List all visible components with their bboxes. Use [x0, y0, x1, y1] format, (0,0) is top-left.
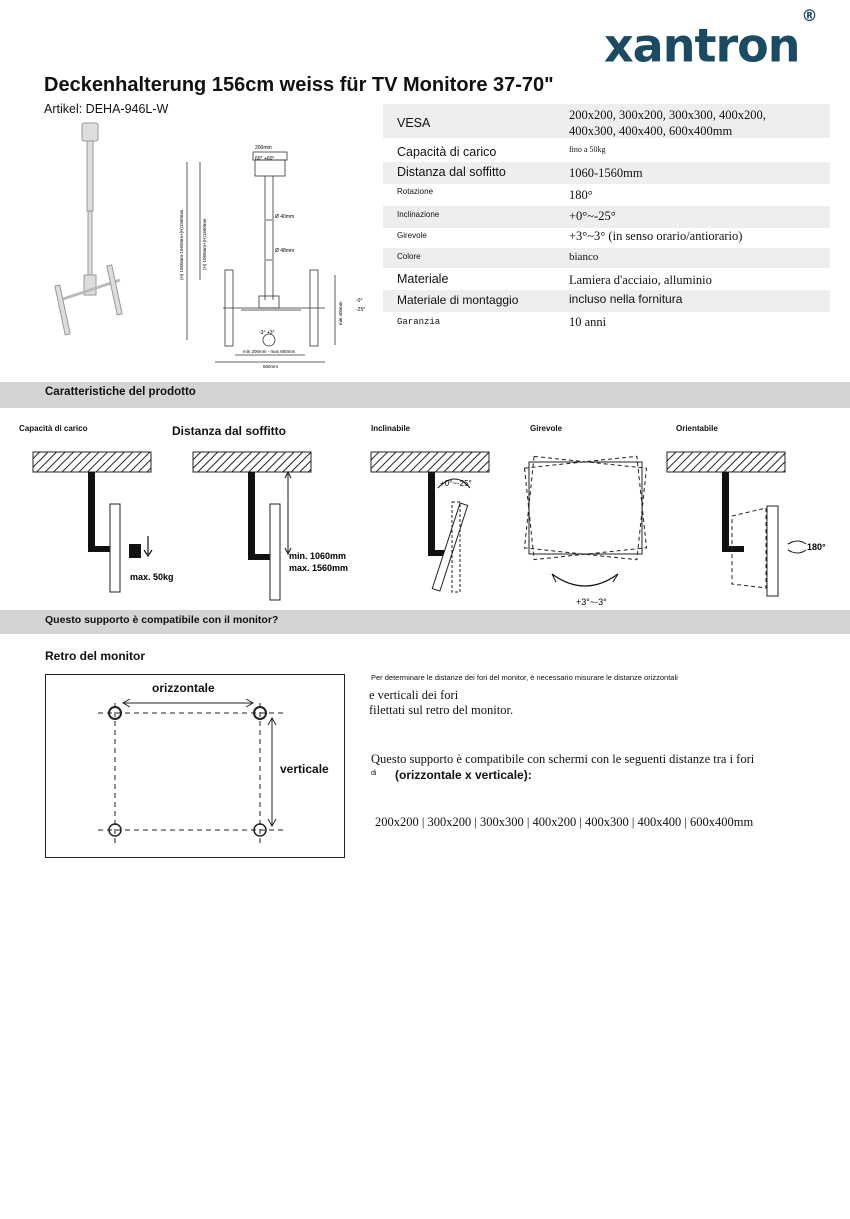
- section-compatible: [0, 610, 850, 634]
- instruction-line-5-prefix: di: [371, 770, 377, 777]
- product-photo: [50, 115, 130, 345]
- capacity-text: max. 50kg: [130, 572, 174, 582]
- spec-row-vesa: [383, 104, 830, 138]
- spec-value-line2: 400x300, 400x400, 600x400mm: [569, 124, 733, 138]
- instruction-line-5: (orizzontale x verticale):: [395, 768, 532, 782]
- dim-right-angle-2: -25°: [356, 307, 366, 313]
- dim-right-height: min 400mm: [338, 301, 343, 325]
- swivel-illustration: [524, 456, 646, 586]
- spec-label: Colore: [397, 252, 421, 261]
- dim-right-angle-1: -0°: [356, 298, 363, 304]
- spec-value: 200x200, 300x200, 300x300, 400x200,: [569, 108, 766, 122]
- spec-label: VESA: [397, 116, 431, 130]
- vertical-label: verticale: [280, 762, 329, 776]
- tilt-illustration: [371, 452, 489, 592]
- feature-title-rotate: Orientabile: [676, 424, 718, 433]
- brand-name: xantron: [604, 18, 800, 73]
- spec-value: bianco: [569, 251, 599, 263]
- instruction-line-3: filettati sul retro del monitor.: [369, 703, 514, 717]
- registered-mark: ®: [801, 6, 817, 25]
- spec-row-distance: [383, 162, 830, 184]
- dimension-drawing: [175, 140, 375, 370]
- spec-value: incluso nella fornitura: [569, 292, 683, 306]
- rotate-range: 180°: [807, 542, 826, 552]
- swivel-range: +3°~-3°: [576, 597, 607, 607]
- instruction-line-4: Questo supporto è compatibile con schermi con le seguenti distanze tra i fori: [371, 752, 755, 766]
- spec-label: Girevole: [397, 231, 427, 240]
- distance-illustration: [193, 452, 311, 600]
- spec-value: +3°~3° (in senso orario/antiorario): [569, 229, 743, 243]
- article-number: Artikel: DEHA-946L-W: [44, 102, 169, 116]
- spec-value: fino a 50kg: [569, 145, 606, 154]
- spec-row-capacity: [383, 140, 830, 162]
- tilt-range: +0°~-25°: [440, 479, 472, 488]
- monitor-back-diagram: [45, 674, 345, 858]
- spec-label: Materiale: [397, 272, 449, 286]
- spec-value: 10 anni: [569, 315, 607, 329]
- capacity-illustration: [33, 452, 152, 592]
- product-title: Deckenhalterung 156cm weiss für TV Monitore 37-70": [44, 74, 554, 96]
- monitor-back-title: Retro del monitor: [45, 649, 146, 663]
- brand-logo: [604, 6, 817, 73]
- horizontal-label: orizzontale: [152, 681, 215, 695]
- feature-illustrations: [0, 440, 850, 610]
- dim-pipe-1: Ø 40mm: [275, 214, 295, 220]
- spec-row-swivel: [383, 228, 830, 248]
- spec-row-tilt: [383, 206, 830, 228]
- spec-label: Materiale di montaggio: [397, 293, 519, 307]
- spec-value: Lamiera d'acciaio, alluminio: [569, 273, 712, 287]
- feature-title-capacity: Capacità di carico: [19, 424, 88, 433]
- spec-row-color: [383, 248, 830, 268]
- dim-bottom-angle: -3° +3°: [259, 330, 275, 336]
- spec-value: 180°: [569, 188, 593, 202]
- feature-title-tilt: Inclinabile: [371, 424, 411, 433]
- section-title: Caratteristiche del prodotto: [45, 386, 196, 398]
- spec-value: +0°~-25°: [569, 209, 616, 223]
- spec-row-material: [383, 268, 830, 290]
- vesa-list: 200x200 | 300x200 | 300x300 | 400x200 | 400x300 | 400x400 | 600x400mm: [375, 815, 754, 829]
- instruction-line-2: e verticali dei fori: [369, 688, 459, 702]
- dim-bottom-width-1: min 200mm - max 600mm: [243, 349, 296, 354]
- distance-max: max. 1560mm: [289, 563, 349, 573]
- spec-label: Inclinazione: [397, 210, 440, 219]
- dim-bottom-width-2: 660mm: [263, 364, 279, 369]
- instruction-line-1: Per determinare le distanze dei fori del monitor, è necessario misurare le distanze orizzontali: [371, 673, 678, 682]
- feature-title-distance: Distanza dal soffitto: [172, 424, 287, 438]
- feature-title-swivel: Girevole: [530, 424, 563, 433]
- spec-row-warranty: [383, 312, 830, 334]
- spec-label: Garanzia: [397, 317, 441, 327]
- dim-angle-top: 60° +60°: [255, 156, 275, 162]
- spec-label: Capacità di carico: [397, 145, 497, 159]
- spec-row-rotation: [383, 184, 830, 206]
- dim-pipe-2: Ø 48mm: [275, 248, 295, 254]
- distance-min: min. 1060mm: [289, 551, 347, 561]
- spec-label: Distanza dal soffitto: [397, 165, 506, 179]
- rotate-illustration: [667, 452, 806, 596]
- dim-vertical-total: (H) 1060mm-1560mm+(H)1560mm: [179, 209, 184, 280]
- section-title: Questo supporto è compatibile con il monitor?: [45, 614, 279, 626]
- dim-vertical-inner: (H) 1060mm+(H)1560mm: [202, 218, 207, 270]
- spec-row-mounting: [383, 290, 830, 312]
- dim-top-width: 200mm: [255, 145, 272, 151]
- spec-label: Rotazione: [397, 187, 434, 196]
- spec-value: 1060-1560mm: [569, 166, 643, 180]
- section-features: [0, 382, 850, 408]
